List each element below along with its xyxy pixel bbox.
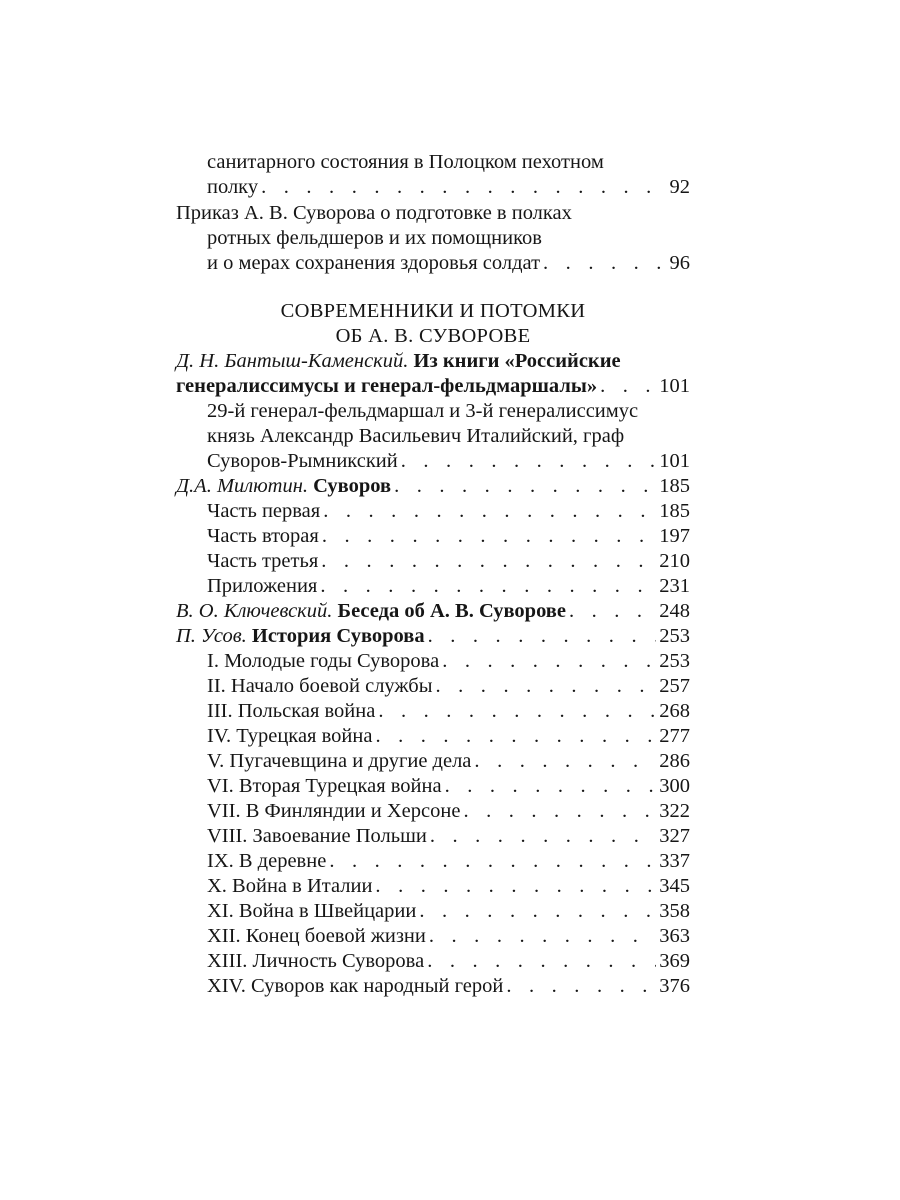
entry-text: 29-й генерал-фельдмаршал и 3-й генералиссимус	[207, 400, 639, 422]
entry-text: VII. В Финляндии и Херсоне	[207, 800, 461, 822]
entry-text	[176, 624, 425, 649]
entry-author: В. О. Ключевский.	[176, 600, 333, 622]
entry-title: Из книги «Российские	[413, 350, 621, 372]
dot-leader	[394, 474, 656, 499]
toc-entry-line	[207, 699, 690, 724]
toc-entry-line	[207, 649, 690, 674]
dot-leader	[427, 949, 656, 974]
entry-title: Беседа об А. В. Суворове	[337, 600, 566, 622]
dot-leader	[375, 724, 656, 749]
entry-author: Д.А. Милютин.	[176, 475, 309, 497]
toc-entry-line	[207, 949, 690, 974]
entry-text: полку	[207, 176, 259, 198]
dot-leader	[428, 624, 657, 649]
dot-leader	[429, 924, 656, 949]
page-number: 92	[669, 176, 690, 198]
page-number: 96	[669, 252, 690, 274]
toc-entry-line	[207, 774, 690, 799]
toc-entry-line	[207, 749, 690, 774]
entry-text: Приложения	[207, 575, 318, 597]
toc-entry-line	[207, 674, 690, 699]
entry-text: XII. Конец боевой жизни	[207, 925, 426, 947]
entry-text	[176, 599, 566, 624]
page-number: 210	[659, 550, 690, 572]
dot-leader	[543, 251, 666, 276]
page-number: 248	[659, 600, 690, 622]
entry-text: V. Пугачевщина и другие дела	[207, 750, 472, 772]
entry-title: генералиссимусы и генерал-фельдмаршалы»	[176, 375, 598, 397]
entry-text: Часть первая	[207, 500, 321, 522]
toc-entry-line	[207, 399, 690, 424]
entry-text: ротных фельдшеров и их помощников	[207, 227, 542, 249]
entry-text: XIII. Личность Суворова	[207, 950, 425, 972]
page-number: 101	[659, 375, 690, 397]
toc-entry-line	[207, 175, 690, 200]
toc-entry-line	[207, 724, 690, 749]
page-number: 322	[659, 800, 690, 822]
entry-text: XIV. Суворов как народный герой	[207, 975, 504, 997]
toc-entry-line	[207, 424, 690, 449]
dot-leader	[600, 374, 656, 399]
toc-entry-line	[176, 349, 690, 374]
dot-leader	[261, 175, 666, 200]
entry-text: Приказ А. В. Суворова о подготовке в полках	[176, 202, 572, 224]
toc-entry-line	[207, 824, 690, 849]
page-number: 277	[659, 725, 690, 747]
dot-leader	[436, 674, 657, 699]
entry-text	[176, 474, 391, 499]
page-number: 185	[659, 475, 690, 497]
section-heading-line-2: ОБ А. В. СУВОРОВЕ	[335, 325, 531, 347]
page-number: 327	[659, 825, 690, 847]
entry-title: Суворов	[313, 475, 392, 497]
dot-leader	[506, 974, 656, 999]
entry-text: Часть третья	[207, 550, 319, 572]
page-number: 101	[659, 450, 690, 472]
toc-entry-line	[176, 374, 690, 399]
dot-leader	[322, 524, 656, 549]
dot-leader	[445, 774, 657, 799]
entry-text: санитарного состояния в Полоцком пехотном	[207, 151, 604, 173]
toc-entry-line	[207, 549, 690, 574]
page-number: 268	[659, 700, 690, 722]
entry-title: История Суворова	[251, 625, 425, 647]
entry-text: X. Война в Италии	[207, 875, 373, 897]
page-number: 337	[659, 850, 690, 872]
dot-leader	[323, 499, 656, 524]
toc-entry-line	[207, 150, 690, 175]
toc-entry-line	[207, 524, 690, 549]
dot-leader	[329, 849, 656, 874]
entry-text	[176, 349, 621, 374]
dot-leader	[320, 574, 656, 599]
toc-entry-line	[207, 974, 690, 999]
entry-text: IX. В деревне	[207, 850, 327, 872]
toc-entry-line	[207, 251, 690, 276]
entry-text: III. Польская война	[207, 700, 376, 722]
entry-text: Часть вторая	[207, 525, 319, 547]
toc-entry-line	[207, 574, 690, 599]
dot-leader	[463, 799, 656, 824]
entry-text: Суворов-Рымникский	[207, 450, 398, 472]
page-number: 197	[659, 525, 690, 547]
entry-text: II. Начало боевой службы	[207, 675, 433, 697]
entry-text: VI. Вторая Турецкая война	[207, 775, 442, 797]
page-number: 345	[659, 875, 690, 897]
entry-text: и о мерах сохранения здоровья солдат	[207, 252, 541, 274]
dot-leader	[569, 599, 656, 624]
toc-entry-line	[176, 201, 690, 226]
dot-leader	[321, 549, 656, 574]
dot-leader	[401, 449, 657, 474]
page-number: 253	[659, 650, 690, 672]
dot-leader	[375, 874, 656, 899]
toc-entry-line	[207, 874, 690, 899]
toc-entry-line	[176, 624, 690, 649]
page-number: 253	[659, 625, 690, 647]
page-number: 358	[659, 900, 690, 922]
entry-text: I. Молодые годы Суворова	[207, 650, 440, 672]
entry-text: XI. Война в Швейцарии	[207, 900, 417, 922]
entry-text: VIII. Завоевание Польши	[207, 825, 427, 847]
page-number: 231	[659, 575, 690, 597]
entry-text: IV. Турецкая война	[207, 725, 373, 747]
dot-leader	[430, 824, 656, 849]
entry-text: князь Александр Васильевич Италийский, граф	[207, 425, 625, 447]
dot-leader	[378, 699, 656, 724]
page-number: 257	[659, 675, 690, 697]
toc-entry-line	[207, 899, 690, 924]
toc-entry-line	[176, 599, 690, 624]
dot-leader	[419, 899, 656, 924]
entry-author: П. Усов.	[176, 625, 247, 647]
toc-entry-line	[207, 226, 690, 251]
entry-text	[176, 374, 597, 399]
toc-entry-line	[207, 799, 690, 824]
toc-entry-line	[207, 849, 690, 874]
dot-leader	[474, 749, 656, 774]
page-number: 376	[659, 975, 690, 997]
page-number: 300	[659, 775, 690, 797]
section-heading-line-1: СОВРЕМЕННИКИ И ПОТОМКИ	[280, 300, 586, 322]
toc-entry-line	[207, 924, 690, 949]
dot-leader	[442, 649, 656, 674]
entry-author: Д. Н. Бантыш-Каменский.	[176, 350, 409, 372]
page-number: 185	[659, 500, 690, 522]
toc-entry-line	[207, 499, 690, 524]
page-number: 363	[659, 925, 690, 947]
page-number: 369	[659, 950, 690, 972]
toc-entry-line	[207, 449, 690, 474]
toc-entry-line	[176, 474, 690, 499]
page-number: 286	[659, 750, 690, 772]
